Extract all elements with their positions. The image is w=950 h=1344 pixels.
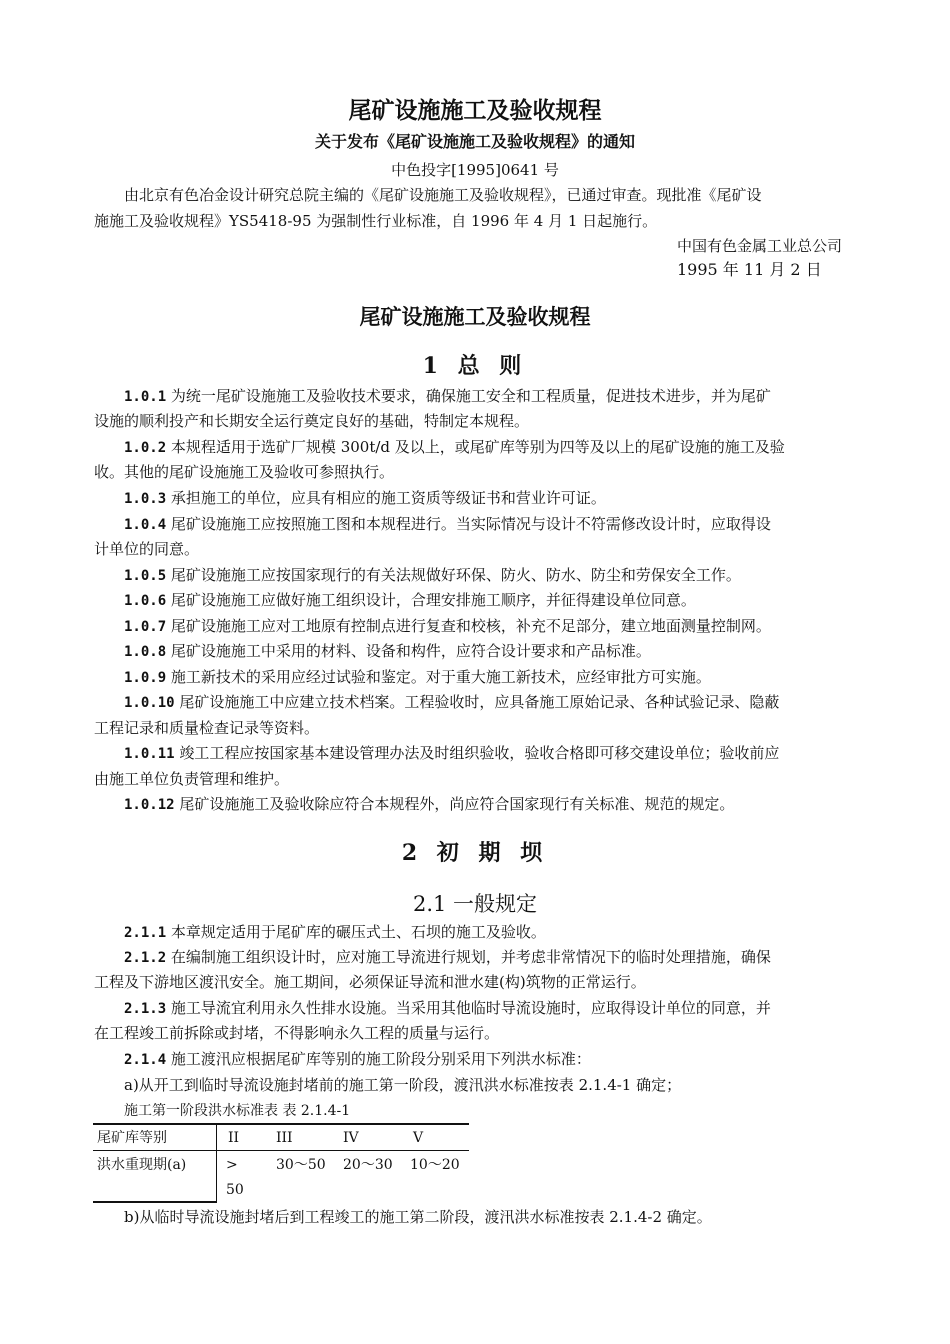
clause-number: 1.0.3	[124, 491, 167, 507]
main-title: 尾矿设施施工及验收规程	[348, 97, 602, 124]
clause-1-0-6	[124, 590, 696, 611]
clause-2-1-3	[124, 998, 771, 1019]
chapter-2-title: 2 初 期 坝	[401, 840, 549, 866]
table-header-cell: 尾矿库等别	[97, 1130, 167, 1146]
clause-2-1-4	[124, 1049, 591, 1070]
table-row-label: 洪水重现期(a)	[97, 1157, 187, 1173]
clause-text: 尾矿设施施工应对工地原有控制点进行复查和校核，补充不足部分，建立地面测量控制网。	[166, 617, 771, 635]
clause-number: 1.0.9	[124, 670, 167, 686]
table-cell: 20～30	[343, 1157, 393, 1173]
table-cell-continuation: 50	[226, 1182, 244, 1198]
clause-number: 1.0.12	[124, 797, 175, 813]
clause-text: 施工新技术的采用应经过试验和鉴定。对于重大施工新技术，应经审批方可实施。	[166, 668, 711, 686]
clause-continuation: 计单位的同意。	[94, 540, 200, 558]
table-header-cell: V	[413, 1130, 424, 1146]
doc-number: 中色投字[1995]0641 号	[391, 161, 559, 179]
clause-number: 1.0.7	[124, 619, 167, 635]
clause-text: 尾矿设施施工中应建立技术档案。工程验收时，应具备施工原始记录、各种试验记录、隐蔽	[174, 693, 780, 711]
clause-number: 2.1.3	[124, 1001, 167, 1017]
table-header-cell: III	[276, 1130, 293, 1146]
clause-number: 1.0.2	[124, 440, 167, 456]
clause-1-0-1	[124, 386, 771, 407]
clause-number: 2.1.4	[124, 1052, 167, 1068]
table-header-rule	[93, 1150, 469, 1151]
clause-1-0-9	[124, 667, 711, 688]
clause-text: 承担施工的单位，应具有相应的施工资质等级证书和营业许可证。	[166, 489, 606, 507]
clause-continuation: 工程及下游地区渡汛安全。施工期间，必须保证导流和泄水建(构)筑物的正常运行。	[94, 973, 646, 991]
clause-continuation: 设施的顺利投产和长期安全运行奠定良好的基础，特制定本规程。	[94, 412, 530, 430]
table-bottom-rule	[93, 1201, 216, 1203]
clause-text: 尾矿设施施工应按国家现行的有关法规做好环保、防火、防水、防尘和劳保安全工作。	[166, 566, 741, 584]
table-header-cell: IV	[343, 1130, 359, 1146]
table-cell: >	[226, 1157, 243, 1173]
table-cell: 10～20	[410, 1157, 460, 1173]
clause-continuation: 在工程竣工前拆除或封堵，不得影响永久工程的质量与运行。	[94, 1024, 500, 1042]
clause-number: 1.0.4	[124, 517, 167, 533]
clause-text: 施工渡汛应根据尾矿库等别的施工阶段分别采用下列洪水标准：	[166, 1050, 591, 1068]
item-a: a)从开工到临时导流设施封堵前的施工第一阶段，渡汛洪水标准按表 2.1.4-1 确定；	[124, 1076, 682, 1094]
table-column-divider	[216, 1124, 217, 1203]
notice-line-2: 施施工及验收规程》YS5418-95 为强制性行业标准，自 1996 年 4 月 1 日起施行。	[94, 212, 658, 230]
clause-number: 1.0.5	[124, 568, 167, 584]
table-header-cell: II	[228, 1130, 240, 1146]
clause-2-1-2	[124, 947, 771, 968]
clause-text: 尾矿设施施工应按照施工图和本规程进行。当实际情况与设计不符需修改设计时，应取得设	[166, 515, 771, 533]
item-b: b)从临时导流设施封堵后到工程竣工的施工第二阶段，渡汛洪水标准按表 2.1.4-2 确定。	[124, 1208, 712, 1226]
clause-number: 2.1.2	[124, 950, 167, 966]
clause-text: 本章规定适用于尾矿库的碾压式土、石坝的施工及验收。	[166, 923, 546, 941]
clause-1-0-12	[124, 794, 734, 815]
clause-continuation: 由施工单位负责管理和维护。	[94, 770, 290, 788]
clause-text: 本规程适用于选矿厂规模 300t/d 及以上，或尾矿库等别为四等及以上的尾矿设施的施工及验	[166, 438, 785, 456]
clause-text: 施工导流宜利用永久性排水设施。当采用其他临时导流设施时，应取得设计单位的同意，并	[166, 999, 771, 1017]
clause-1-0-5	[124, 565, 741, 586]
issue-date: 1995 年 11 月 2 日	[677, 260, 822, 279]
issuer: 中国有色金属工业总公司	[677, 237, 843, 255]
clause-1-0-10	[124, 692, 779, 713]
clause-text: 在编制施工组织设计时，应对施工导流进行规划，并考虑非常情况下的临时处理措施，确保	[166, 948, 771, 966]
table-caption: 施工第一阶段洪水标准表 表 2.1.4-1	[124, 1103, 351, 1119]
clause-number: 1.0.11	[124, 746, 175, 762]
clause-text: 竣工工程应按国家基本建设管理办法及时组织验收，验收合格即可移交建设单位；验收前应	[174, 744, 780, 762]
table-cell: 30～50	[276, 1157, 326, 1173]
clause-1-0-2	[124, 437, 785, 458]
clause-1-0-11	[124, 743, 779, 764]
clause-1-0-4	[124, 514, 771, 535]
notice-title: 关于发布《尾矿设施施工及验收规程》的通知	[314, 132, 635, 151]
clause-number: 1.0.10	[124, 695, 175, 711]
clause-1-0-7	[124, 616, 771, 637]
clause-text: 尾矿设施施工中采用的材料、设备和构件，应符合设计要求和产品标准。	[166, 642, 651, 660]
document-title: 尾矿设施施工及验收规程	[359, 304, 591, 329]
clause-text: 尾矿设施施工及验收除应符合本规程外，尚应符合国家现行有关标准、规范的规定。	[174, 795, 735, 813]
clause-continuation: 工程记录和质量检查记录等资料。	[94, 719, 320, 737]
chapter-1-title: 1 总 则	[422, 353, 528, 379]
clause-number: 1.0.6	[124, 593, 167, 609]
clause-2-1-1	[124, 922, 546, 943]
clause-1-0-3	[124, 488, 606, 509]
clause-1-0-8	[124, 641, 651, 662]
clause-text: 尾矿设施施工应做好施工组织设计，合理安排施工顺序，并征得建设单位同意。	[166, 591, 696, 609]
section-2-1-title: 2.1 一般规定	[412, 892, 538, 916]
clause-number: 2.1.1	[124, 925, 167, 941]
clause-number: 1.0.8	[124, 644, 167, 660]
notice-line-1: 由北京有色冶金设计研究总院主编的《尾矿设施施工及验收规程》，已通过审查。现批准《尾矿设	[124, 186, 762, 204]
table-top-rule	[93, 1123, 469, 1125]
clause-continuation: 收。其他的尾矿设施施工及验收可参照执行。	[94, 463, 395, 481]
clause-number: 1.0.1	[124, 389, 167, 405]
clause-text: 为统一尾矿设施施工及验收技术要求，确保施工安全和工程质量，促进技术进步，并为尾矿	[166, 387, 771, 405]
